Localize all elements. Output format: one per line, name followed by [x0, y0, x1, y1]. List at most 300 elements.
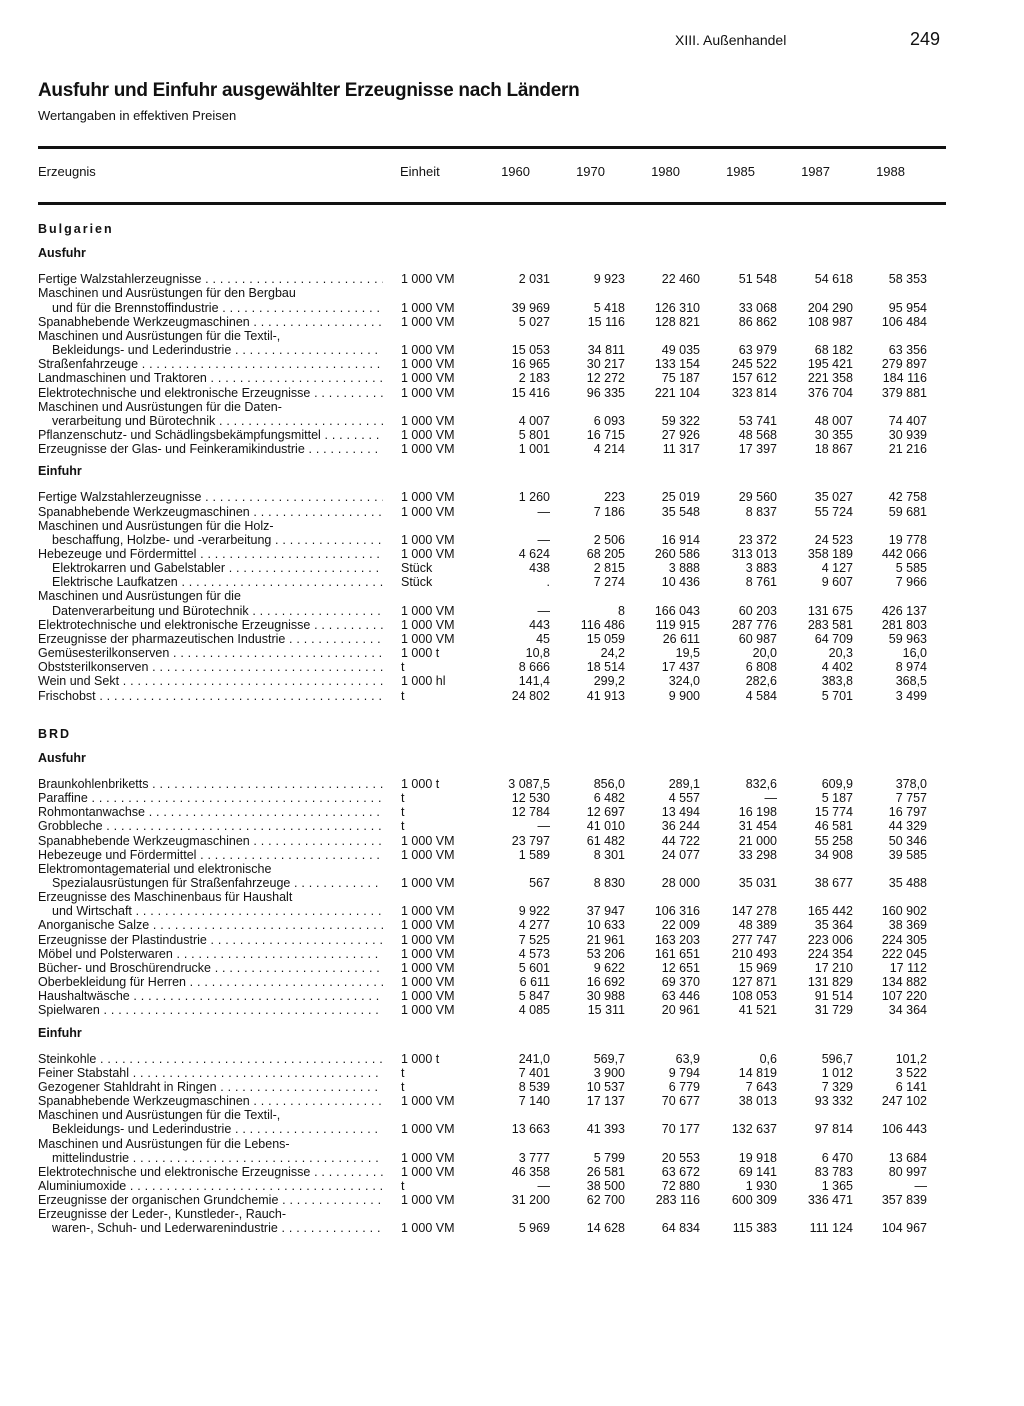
cell-1988: 35 488: [888, 876, 927, 890]
cell-1960: 4 573: [518, 946, 550, 961]
row-label: Gezogener Stahldraht in Ringen . . .: [38, 1080, 383, 1095]
cell-1960: —: [537, 532, 550, 547]
cell-1960: 13 663: [511, 1122, 550, 1137]
cell-1980: 221 104: [654, 385, 700, 400]
cell-1987: 224 354: [807, 946, 853, 961]
row-label: Wein und Sekt . . .: [38, 674, 383, 689]
row-label: Maschinen und Ausrüstungen für den Bergbau: [38, 286, 296, 301]
row-unit: 1 000 VM: [401, 1193, 455, 1208]
cell-1985: 323 814: [731, 385, 777, 400]
table-row: [0, 791, 1024, 806]
cell-1960: .: [546, 575, 550, 590]
cell-1988: 160 902: [881, 904, 927, 919]
cell-1988: 59 681: [888, 504, 927, 519]
table-row: [0, 632, 1024, 647]
table-row: [0, 286, 1024, 301]
cell-1987: 376 704: [807, 385, 853, 400]
row-label: Elektromontagematerial und elektronische: [38, 861, 272, 876]
cell-1960: 7 401: [518, 1065, 550, 1080]
table-row: [0, 442, 1024, 457]
cell-1970: 38 500: [586, 1179, 625, 1193]
cell-1980: 9 794: [668, 1065, 700, 1080]
cell-1960: 3 777: [518, 1150, 550, 1165]
row-unit: 1 000 VM: [401, 904, 455, 919]
cell-1987: 596,7: [821, 1051, 853, 1066]
cell-1970: 26 581: [586, 1164, 625, 1179]
cell-1987: 64 709: [814, 631, 853, 646]
cell-1980: 12 651: [661, 960, 700, 975]
cell-1987: 108 987: [807, 314, 853, 329]
cell-1988: 34 364: [888, 1003, 927, 1018]
chapter-header: XIII. Außenhandel: [675, 32, 787, 48]
table-row: [0, 1003, 1024, 1018]
cell-1988: 16 797: [888, 805, 927, 820]
cell-1988: 80 997: [888, 1164, 927, 1179]
cell-1985: 60 203: [738, 603, 777, 618]
column-header-1970: 1970: [576, 164, 605, 179]
cell-1960: 1 589: [518, 847, 550, 862]
cell-1985: 17 397: [738, 442, 777, 457]
row-label: Elektrische Laufkatzen . . .: [52, 575, 383, 590]
table-header-rule: [38, 202, 946, 205]
cell-1960: —: [537, 1179, 550, 1193]
row-unit: 1 000 VM: [401, 876, 455, 890]
cell-1985: 108 053: [731, 989, 777, 1004]
table-row: [0, 519, 1024, 534]
row-label: Grobbleche . . .: [38, 819, 383, 834]
section-heading: [0, 246, 1024, 261]
cell-1960: 2 031: [518, 272, 550, 287]
table-row: [0, 1193, 1024, 1208]
table-row: [0, 904, 1024, 919]
cell-1980: 17 437: [661, 660, 700, 675]
row-label: Anorganische Salze . . .: [38, 918, 383, 933]
cell-1980: 161 651: [654, 946, 700, 961]
cell-1970: 15 116: [587, 314, 625, 329]
cell-1987: 35 027: [814, 490, 853, 505]
cell-1980: 16 914: [661, 532, 700, 547]
cell-1987: 31 729: [814, 1003, 853, 1018]
row-label: und Wirtschaft . . .: [52, 904, 383, 919]
cell-1988: 104 967: [881, 1221, 927, 1236]
cell-1970: 856,0: [593, 776, 625, 791]
row-label: Braunkohlenbriketts . . .: [38, 777, 383, 792]
cell-1970: 16 692: [586, 975, 625, 990]
cell-1960: 24 802: [511, 688, 550, 703]
cell-1980: 106 316: [654, 904, 700, 919]
cell-1960: —: [537, 603, 550, 618]
table-row: [0, 848, 1024, 863]
row-unit: Stück: [401, 561, 433, 576]
cell-1960: 3 087,5: [508, 776, 550, 791]
cell-1987: 48 007: [814, 413, 853, 428]
cell-1980: 22 460: [661, 272, 700, 287]
cell-1987: 46 581: [814, 819, 853, 834]
column-header-unit: Einheit: [400, 164, 440, 179]
cell-1980: 28 000: [661, 876, 700, 890]
cell-1987: 223 006: [807, 932, 853, 947]
cell-1980: 119 915: [655, 617, 700, 632]
cell-1970: 6 482: [593, 791, 625, 806]
table-row: [0, 301, 1024, 316]
cell-1987: 1 012: [821, 1065, 853, 1080]
cell-1985: 51 548: [738, 272, 777, 287]
cell-1988: 44 329: [888, 819, 927, 834]
table-row: [0, 589, 1024, 604]
row-label: Elektrotechnische und elektronische Erzeugnisse . . .: [38, 618, 383, 633]
cell-1988: 426 137: [881, 603, 927, 618]
cell-1960: 1 001: [518, 442, 550, 457]
row-label: Elektrokarren und Gabelstabler . . .: [52, 561, 383, 576]
cell-1987: 35 364: [814, 918, 853, 933]
cell-1987: 5 187: [821, 791, 853, 806]
cell-1988: 107 220: [881, 989, 927, 1004]
cell-1985: 29 560: [738, 490, 777, 505]
row-label: Elektrotechnische und elektronische Erzeugnisse . . .: [38, 386, 383, 401]
row-unit: 1 000 t: [401, 1051, 440, 1066]
cell-1960: —: [537, 504, 550, 519]
cell-1985: 832,6: [745, 776, 777, 791]
row-label: Maschinen und Ausrüstungen für die Textil-,: [38, 328, 281, 343]
cell-1987: 68 182: [814, 343, 853, 358]
row-unit: t: [401, 688, 405, 703]
cell-1987: 93 332: [814, 1094, 853, 1109]
cell-1960: 10,8: [525, 646, 550, 661]
table-row: [0, 272, 1024, 287]
cell-1960: 15 053: [511, 343, 550, 358]
row-label: Hebezeuge und Fördermittel . . .: [38, 547, 383, 562]
section-heading: [0, 464, 1024, 479]
table-row: [0, 604, 1024, 619]
table-row: [0, 1151, 1024, 1166]
row-label: waren-, Schuh- und Lederwarenindustrie . . .: [52, 1221, 383, 1236]
table-row: [0, 575, 1024, 590]
cell-1985: 19 918: [738, 1150, 777, 1165]
cell-1988: 106 484: [881, 314, 927, 329]
cell-1980: 19,5: [675, 646, 700, 661]
row-label: BRD: [38, 726, 72, 741]
row-unit: 1 000 VM: [401, 1003, 455, 1018]
row-label: Spanabhebende Werkzeugmaschinen . . .: [38, 505, 383, 520]
cell-1980: 20 553: [661, 1150, 700, 1165]
cell-1970: 24,2: [600, 646, 625, 661]
cell-1970: 9 622: [593, 960, 625, 975]
cell-1988: 357 839: [881, 1193, 927, 1208]
table-row: [0, 1207, 1024, 1222]
row-unit: 1 000 VM: [401, 1150, 455, 1165]
cell-1988: 224 305: [881, 932, 927, 947]
table-top-rule: [38, 146, 946, 149]
row-label: Einfuhr: [38, 464, 82, 479]
cell-1988: 30 939: [888, 427, 927, 442]
row-unit: 1 000 VM: [401, 1221, 455, 1236]
row-label: Bekleidungs- und Lederindustrie . . .: [52, 1122, 383, 1137]
cell-1988: 50 346: [888, 833, 927, 848]
cell-1985: 48 568: [738, 427, 777, 442]
cell-1987: 91 514: [814, 989, 853, 1004]
row-unit: 1 000 VM: [401, 490, 455, 505]
cell-1988: 379 881: [881, 385, 927, 400]
cell-1985: 48 389: [738, 918, 777, 933]
cell-1985: 4 584: [745, 688, 777, 703]
cell-1970: 14 628: [586, 1221, 625, 1236]
table-row: [0, 400, 1024, 415]
cell-1960: 241,0: [518, 1051, 550, 1066]
cell-1960: 5 601: [518, 960, 550, 975]
cell-1960: 12 784: [511, 805, 550, 820]
cell-1985: 157 612: [731, 371, 777, 386]
cell-1970: 3 900: [593, 1065, 625, 1080]
cell-1980: 10 436: [661, 575, 700, 590]
cell-1988: 5 585: [895, 561, 927, 576]
row-unit: t: [401, 660, 405, 675]
table-row: [0, 876, 1024, 891]
cell-1988: 74 407: [888, 413, 927, 428]
cell-1987: 195 421: [807, 357, 853, 372]
cell-1970: 37 947: [586, 904, 625, 919]
cell-1987: 97 814: [814, 1122, 853, 1137]
cell-1960: 6 611: [519, 975, 550, 990]
cell-1960: 7 140: [518, 1094, 550, 1109]
cell-1970: 223: [604, 490, 625, 505]
cell-1987: 24 523: [814, 532, 853, 547]
cell-1985: 127 871: [731, 975, 777, 990]
cell-1980: 166 043: [654, 603, 700, 618]
cell-1970: 7 186: [593, 504, 625, 519]
table-row: [0, 961, 1024, 976]
cell-1970: 62 700: [586, 1193, 625, 1208]
cell-1985: 600 309: [731, 1193, 777, 1208]
cell-1970: 30 217: [586, 357, 625, 372]
row-unit: 1 000 VM: [401, 413, 455, 428]
cell-1970: 2 506: [593, 532, 625, 547]
cell-1970: 6 093: [593, 413, 625, 428]
cell-1980: 64 834: [661, 1221, 700, 1236]
table-row: [0, 1221, 1024, 1236]
cell-1960: 443: [529, 617, 550, 632]
cell-1988: —: [914, 1179, 927, 1193]
cell-1970: 15 059: [586, 631, 625, 646]
cell-1987: 358 189: [807, 547, 853, 561]
cell-1987: 111 124: [809, 1221, 853, 1236]
cell-1980: 163 203: [654, 932, 700, 947]
row-unit: t: [401, 805, 405, 820]
column-header-1988: 1988: [876, 164, 905, 179]
table-row: [0, 674, 1024, 689]
cell-1960: 567: [529, 876, 550, 890]
cell-1980: 6 779: [668, 1079, 700, 1094]
cell-1970: 41 393: [586, 1122, 625, 1137]
row-unit: 1 000 VM: [401, 847, 455, 862]
cell-1960: 15 416: [511, 385, 550, 400]
row-label: Maschinen und Ausrüstungen für die Lebens-: [38, 1136, 290, 1151]
row-unit: 1 000 hl: [401, 674, 446, 689]
cell-1980: 27 926: [661, 427, 700, 442]
row-unit: 1 000 VM: [401, 960, 455, 975]
cell-1985: 69 141: [738, 1164, 777, 1179]
cell-1988: 247 102: [881, 1094, 927, 1109]
cell-1960: 5 847: [518, 989, 550, 1004]
cell-1960: 16 965: [511, 357, 550, 372]
cell-1980: 25 019: [661, 490, 700, 505]
row-label: Datenverarbeitung und Bürotechnik . . .: [52, 604, 383, 619]
cell-1960: 23 797: [511, 833, 550, 848]
cell-1980: 9 900: [668, 688, 700, 703]
table-row: [0, 343, 1024, 358]
cell-1985: 1 930: [745, 1179, 777, 1193]
row-label: verarbeitung und Bürotechnik . . .: [52, 414, 383, 429]
cell-1960: 5 969: [518, 1221, 550, 1236]
row-label: Spezialausrüstungen für Straßenfahrzeuge . . .: [52, 876, 383, 891]
table-row: [0, 1066, 1024, 1081]
row-label: Elektrotechnische und elektronische Erzeugnisse . . .: [38, 1165, 383, 1180]
cell-1987: 336 471: [807, 1193, 853, 1208]
table-row: [0, 561, 1024, 576]
row-label: Einfuhr: [38, 1025, 82, 1040]
cell-1970: 12 697: [586, 805, 625, 820]
cell-1987: 83 783: [814, 1164, 853, 1179]
cell-1988: 6 141: [895, 1079, 927, 1094]
cell-1970: 96 335: [586, 385, 625, 400]
cell-1985: 3 883: [745, 561, 777, 576]
row-unit: 1 000 VM: [401, 932, 455, 947]
cell-1970: 7 274: [593, 575, 625, 590]
cell-1985: 60 987: [738, 631, 777, 646]
row-unit: 1 000 VM: [401, 918, 455, 933]
table-row: [0, 1179, 1024, 1194]
row-unit: 1 000 VM: [401, 427, 455, 442]
cell-1970: 569,7: [593, 1051, 625, 1066]
table-row: [0, 947, 1024, 962]
page-title: Ausfuhr und Einfuhr ausgewählter Erzeugnisse nach Ländern: [38, 80, 580, 101]
row-label: Maschinen und Ausrüstungen für die: [38, 589, 241, 604]
section-heading: [0, 751, 1024, 766]
row-label: Ausfuhr: [38, 750, 86, 765]
row-label: Pflanzenschutz- und Schädlingsbekämpfungsmittel . . .: [38, 428, 383, 443]
row-label: Fertige Walzstahlerzeugnisse . . .: [38, 490, 383, 505]
row-unit: 1 000 VM: [401, 603, 455, 618]
cell-1980: 4 557: [668, 791, 700, 806]
cell-1970: 16 715: [586, 427, 625, 442]
row-unit: 1 000 VM: [401, 1164, 455, 1179]
column-header-1985: 1985: [726, 164, 755, 179]
cell-1960: 5 801: [518, 427, 550, 442]
row-label: Maschinen und Ausrüstungen für die Holz-: [38, 518, 274, 533]
page-number: 249: [910, 29, 941, 49]
cell-1970: 10 537: [586, 1079, 625, 1094]
cell-1970: 8 301: [593, 847, 625, 862]
table-row: [0, 777, 1024, 792]
cell-1970: 116 486: [580, 617, 625, 632]
row-unit: 1 000 VM: [401, 300, 455, 315]
cell-1985: 132 637: [731, 1122, 777, 1137]
cell-1960: —: [537, 819, 550, 834]
cell-1980: 283 116: [655, 1193, 700, 1208]
cell-1985: 21 000: [738, 833, 777, 848]
row-label: Landmaschinen und Traktoren . . .: [38, 371, 383, 386]
row-unit: 1 000 VM: [401, 314, 455, 329]
table-row: [0, 819, 1024, 834]
row-unit: 1 000 VM: [401, 946, 455, 961]
cell-1988: 134 882: [881, 975, 927, 990]
row-label: Erzeugnisse der organischen Grundchemie . . .: [38, 1193, 383, 1208]
row-unit: 1 000 VM: [401, 1094, 455, 1109]
cell-1985: 16 198: [738, 805, 777, 820]
row-unit: 1 000 VM: [401, 989, 455, 1004]
cell-1960: 7 525: [518, 932, 550, 947]
table-row: [0, 315, 1024, 330]
cell-1985: 6 808: [745, 660, 777, 675]
table-row: [0, 1122, 1024, 1137]
row-unit: 1 000 VM: [401, 343, 455, 358]
row-unit: 1 000 VM: [401, 357, 455, 372]
row-unit: t: [401, 1179, 405, 1193]
cell-1980: 126 310: [654, 300, 700, 315]
cell-1987: 165 442: [807, 904, 853, 919]
cell-1987: 5 701: [821, 688, 853, 703]
cell-1988: 42 758: [888, 490, 927, 505]
cell-1980: 63 672: [661, 1164, 700, 1179]
cell-1987: 15 774: [814, 805, 853, 820]
row-label: Oberbekleidung für Herren . . .: [38, 975, 383, 990]
table-row: [0, 689, 1024, 704]
table-row: [0, 428, 1024, 443]
row-unit: 1 000 VM: [401, 975, 455, 990]
cell-1988: 101,2: [895, 1051, 927, 1066]
country-heading: [0, 727, 1024, 742]
cell-1970: 41 913: [586, 688, 625, 703]
cell-1960: 45: [536, 631, 550, 646]
cell-1980: 3 888: [668, 561, 700, 576]
cell-1980: 13 494: [661, 805, 700, 820]
cell-1987: 38 677: [814, 876, 853, 890]
table-row: [0, 357, 1024, 372]
cell-1960: 46 358: [511, 1164, 550, 1179]
cell-1970: 5 418: [593, 300, 625, 315]
table-row: [0, 533, 1024, 548]
column-header-product: Erzeugnis: [38, 164, 96, 179]
cell-1988: 378,0: [895, 776, 927, 791]
cell-1980: 63 446: [661, 989, 700, 1004]
cell-1988: 16,0: [902, 646, 927, 661]
row-label: Rohmontanwachse . . .: [38, 805, 383, 820]
cell-1980: 11 317: [662, 442, 700, 457]
row-unit: 1 000 VM: [401, 631, 455, 646]
table-row: [0, 1108, 1024, 1123]
cell-1987: 131 829: [807, 975, 853, 990]
cell-1985: 245 522: [731, 357, 777, 372]
row-label: Ausfuhr: [38, 246, 86, 261]
cell-1985: 0,6: [759, 1051, 777, 1066]
cell-1985: —: [764, 791, 777, 806]
cell-1970: 21 961: [586, 932, 625, 947]
cell-1987: 609,9: [821, 776, 853, 791]
cell-1987: 17 210: [814, 960, 853, 975]
cell-1980: 26 611: [662, 631, 700, 646]
table-row: [0, 414, 1024, 429]
cell-1970: 30 988: [586, 989, 625, 1004]
cell-1988: 39 585: [888, 847, 927, 862]
cell-1980: 75 187: [661, 371, 700, 386]
cell-1970: 68 205: [586, 547, 625, 561]
cell-1987: 4 402: [821, 660, 853, 675]
row-label: Spanabhebende Werkzeugmaschinen . . .: [38, 834, 383, 849]
cell-1985: 35 031: [738, 876, 777, 890]
cell-1987: 6 470: [821, 1150, 853, 1165]
section-heading: [0, 1026, 1024, 1041]
cell-1985: 31 454: [738, 819, 777, 834]
country-heading: [0, 222, 1024, 237]
